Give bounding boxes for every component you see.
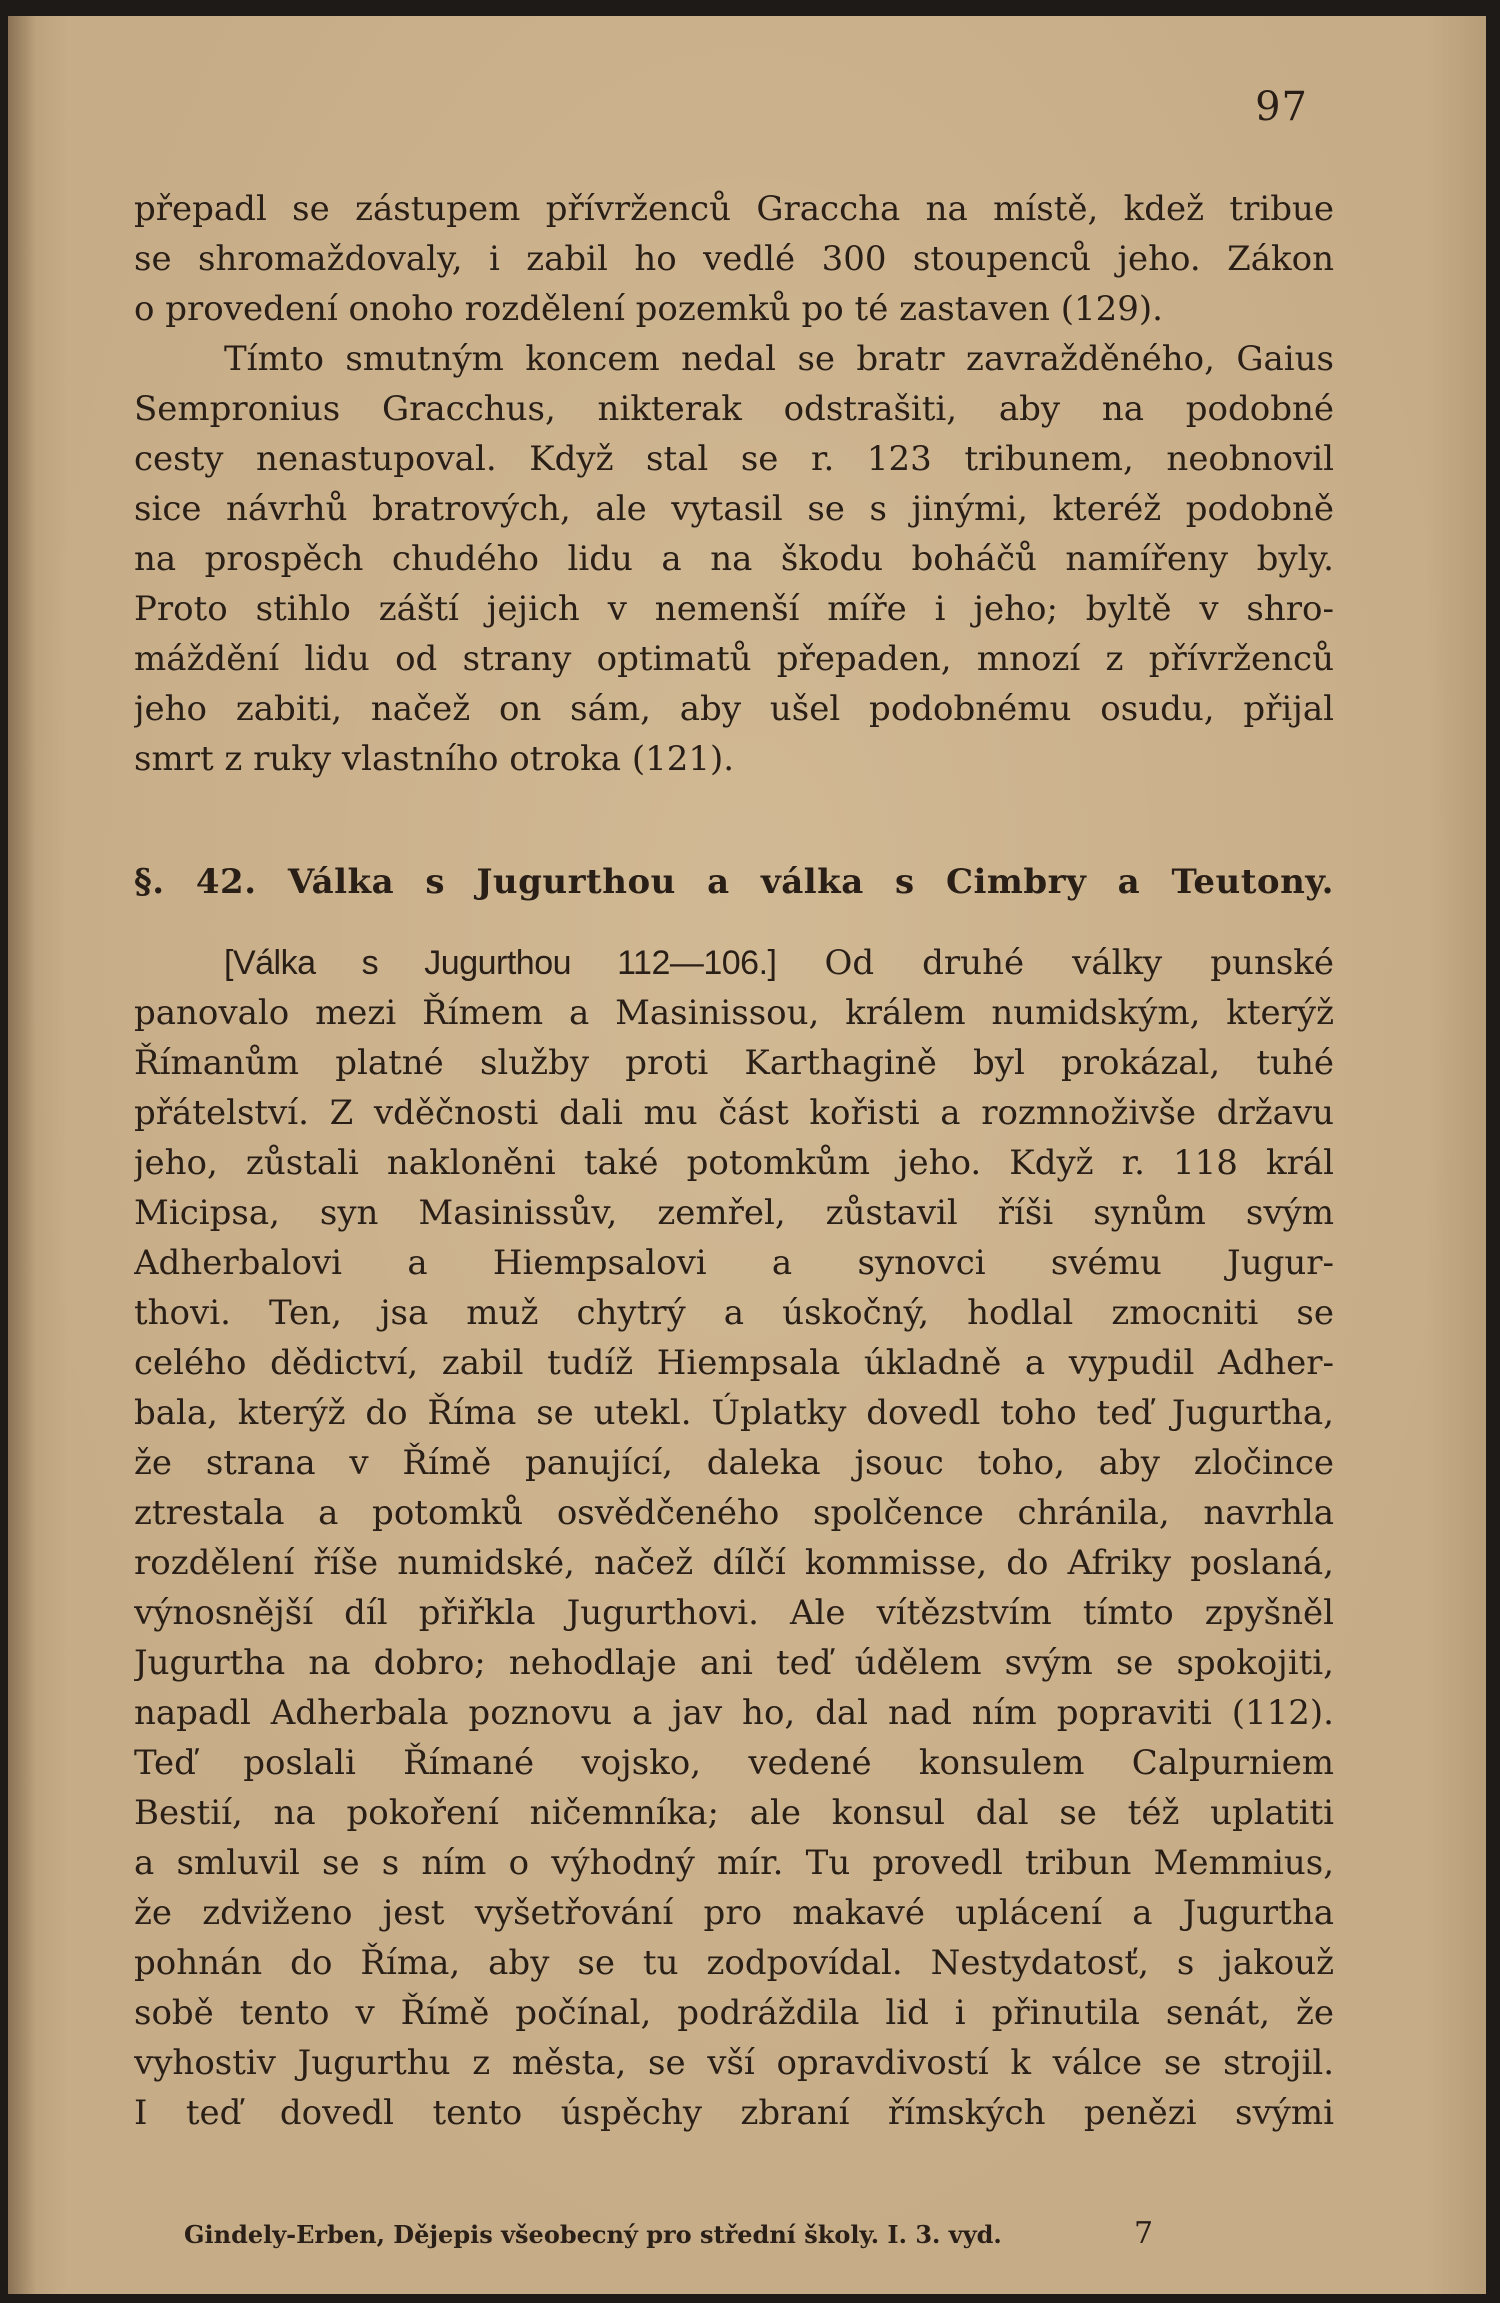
text-line: na prospěch chudého lidu a na škodu boháčů namířeny byly. — [134, 539, 1334, 579]
text-line: Proto stihlo záští jejich v nemenší míře i jeho; byltě v shro- — [134, 589, 1334, 629]
text-line: Jugurtha na dobro; nehodlaje ani teď údělem svým se spokojiti, — [134, 1643, 1334, 1683]
text-line: Římanům platné služby proti Karthagině byl prokázal, tuhé — [134, 1043, 1334, 1083]
text-line: vyhostiv Jugurthu z města, se vší opravdivostí k válce se strojil. — [134, 2043, 1334, 2083]
text-line: sice návrhů bratrových, ale vytasil se s jinými, kteréž podobně — [134, 489, 1334, 529]
section-heading: §. 42. Válka s Jugurthou a válka s Cimbry a Teutony. — [134, 862, 1334, 902]
text-line: se shromaždovaly, i zabil ho vedlé 300 stoupenců jeho. Zákon — [134, 239, 1334, 279]
text-line: o provedení onoho rozdělení pozemků po té zastaven (129). — [134, 289, 1163, 329]
text-line: Micipsa, syn Masinissův, zemřel, zůstavil říši synům svým — [134, 1193, 1334, 1233]
text-line: sobě tento v Římě počínal, podráždila lid i přinutila senát, že — [134, 1993, 1334, 2033]
text-line: bala, kterýž do Říma se utekl. Úplatky dovedl toho teď Jugurtha, — [134, 1393, 1334, 1433]
text-line: že strana v Římě panující, daleka jsouc toho, aby zločince — [134, 1443, 1334, 1483]
page-footer — [184, 2216, 1164, 2251]
text-line: přepadl se zástupem přívrženců Graccha na místě, kdež tribue — [134, 189, 1334, 229]
paragraph-jugurtha — [134, 938, 1334, 2138]
text-line: Bestií, na pokoření ničemníka; ale konsul dal se též uplatiti — [134, 1793, 1334, 1833]
text-line: Adherbalovi a Hiempsalovi a synovci svému Jugur- — [134, 1243, 1334, 1283]
signature-mark: 7 — [1134, 2216, 1154, 2251]
text-line: rozdělení říše numidské, načež dílčí kommisse, do Afriky poslaná, — [134, 1543, 1334, 1583]
text-line: napadl Adherbala poznovu a jav ho, dal nad ním popraviti (112). — [134, 1693, 1334, 1733]
text-line: Tímto smutným koncem nedal se bratr zavražděného, Gaius — [224, 339, 1334, 379]
page-number: 97 — [1255, 84, 1308, 130]
footer-citation: Gindely-Erben, Dějepis všeobecný pro střední školy. I. 3. vyd. — [184, 2220, 1002, 2249]
text-line: celého dědictví, zabil tudíž Hiempsala úkladně a vypudil Adher- — [134, 1343, 1334, 1383]
binding-shadow — [8, 16, 36, 2294]
text-line: jeho, zůstali nakloněni také potomkům jeho. Když r. 118 král — [134, 1143, 1334, 1183]
book-page — [8, 16, 1486, 2294]
text-line: Sempronius Gracchus, nikterak odstrašiti, aby na podobné — [134, 389, 1334, 429]
text-line: panovalo mezi Římem a Masinissou, králem numidským, kterýž — [134, 993, 1334, 1033]
text-line: pohnán do Říma, aby se tu zodpovídal. Nestydatosť, s jakouž — [134, 1943, 1334, 1983]
text-line: přátelství. Z vděčnosti dali mu část kořisti a rozmnoživše državu — [134, 1093, 1334, 1133]
paragraph-gracchus — [134, 184, 1334, 784]
text-line: výnosnější díl přiřkla Jugurthovi. Ale vítězstvím tímto zpyšněl — [134, 1593, 1334, 1633]
inline-heading: [Válka s Jugurthou 112—106.] — [224, 944, 777, 982]
text-line: cesty nenastupoval. Když stal se r. 123 tribunem, neobnovil — [134, 439, 1334, 479]
text-line: máždění lidu od strany optimatů přepaden, mnozí z přívrženců — [134, 639, 1334, 679]
text-line-first — [134, 938, 1334, 988]
text-line: smrt z ruky vlastního otroka (121). — [134, 739, 735, 779]
text-line: ztrestala a potomků osvědčeného spolčence chránila, navrhla — [134, 1493, 1334, 1533]
text-line: a smluvil se s ním o výhodný mír. Tu provedl tribun Memmius, — [134, 1843, 1334, 1883]
text-line: thovi. Ten, jsa muž chytrý a úskočný, hodlal zmocniti se — [134, 1293, 1334, 1333]
text-line: Teď poslali Římané vojsko, vedené konsulem Calpurniem — [134, 1743, 1334, 1783]
text-line: že zdviženo jest vyšetřování pro makavé uplácení a Jugurtha — [134, 1893, 1334, 1933]
text-line: I teď dovedl tento úspěchy zbraní římských penězi svými — [134, 2093, 1334, 2133]
text-line: jeho zabiti, načež on sám, aby ušel podobnému osudu, přijal — [134, 689, 1334, 729]
first-line-text: Od druhé války punské — [824, 943, 1334, 983]
